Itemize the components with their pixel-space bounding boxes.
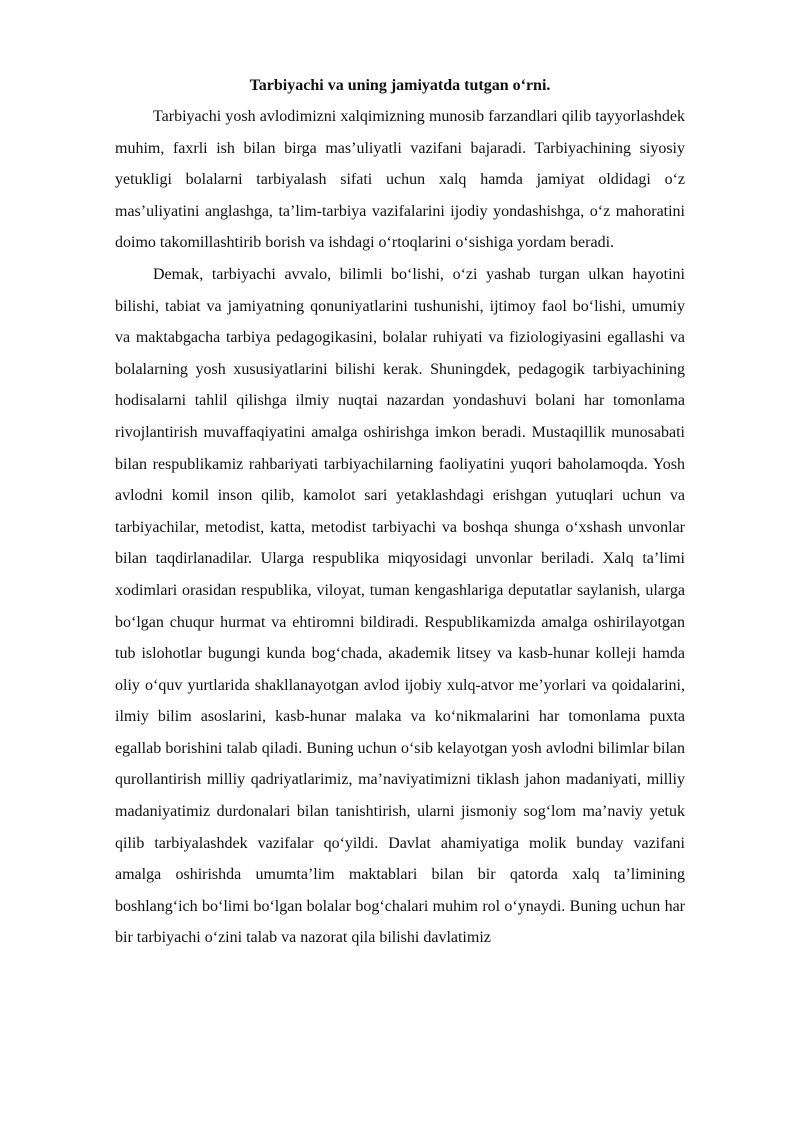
document-title: Tarbiyachi va uning jamiyatda tutgan o‘rni. — [249, 77, 551, 94]
document-page — [115, 71, 685, 954]
paragraph-2: Demak, tarbiyachi avvalo, bilimli bo‘lishi, o‘zi yashab turgan ulkan hayotini bilishi, tabiat va jamiyatning qonuniyatlarini tushunishi, ijtimoy faol bo‘lishi, umumiy va maktabgacha tarbiya pedagogikasini, bolalar ruhiyati va fiziologiyasini egallashi va bolalarning yosh xususiyatlarini bilishi kerak. Shuningdek, pedagogik tarbiyachining hodisalarni tahlil qilishga ilmiy nuqtai nazardan yondashuvi bolani har tomonlama rivojlantirish muvaffaqiyatini amalga oshirishga imkon beradi. Mustaqillik munosabati bilan respublikamiz rahbariyati tarbiyachilarning faoliyatini yuqori baholamoqda. Yosh avlodni komil inson qilib, kamolot sari yetaklashdagi erishgan yutuqlari uchun va tarbiyachilar, metodist, katta, metodist tarbiyachi va boshqa shunga o‘xshash unvonlar bilan taqdirlanadilar. Ularga respublika miqyosidagi unvonlar beriladi. Xalq ta’limi xodimlari orasidan respublika, viloyat, tuman kengashlariga deputatlar saylanish, ularga bo‘lgan chuqur hurmat va ehtiromni bildiradi. Respublikamizda amalga oshirilayotgan tub islohotlar bugungi kunda bog‘chada, akademik litsey va kasb-hunar kolleji hamda oliy o‘quv yurtlarida shakllanayotgan avlod ijobiy xulq-atvor me’yorlari va qoidalarini, ilmiy bilim asoslarini, kasb-hunar malaka va ko‘nikmalarini har tomonlama puxta egallab borishini talab qiladi. Buning uchun o‘sib kelayotgan yosh avlodni bilimlar bilan qurollantirish milliy qadriyatlarimiz, ma’naviyatimizni tiklash jahon madaniyati, milliy madaniyatimiz durdonalari bilan tanishtirish, ularni jismoniy sog‘lom ma’naviy yetuk qilib tarbiyalashdek vazifalar qo‘yildi. Davlat ahamiyatiga molik bunday vazifani amalga oshirishda umumta’lim maktablari bilan bir qatorda xalq ta’limining boshlang‘ich bo‘limi bo‘lgan bolalar bog‘chalari muhim rol o‘ynaydi. Buning uchun har bir tarbiyachi o‘zini talab va nazorat qila bilishi davlatimiz — [115, 265, 685, 947]
paragraph-1: Tarbiyachi yosh avlodimizni xalqimizning munosib farzandlari qilib tayyorlashdek muhim, faxrli ish bilan birga mas’uliyatli vazifani bajaradi. Tarbiyachining siyosiy yetukligi bolalarni tarbiyalash sifati uchun xalq hamda jamiyat oldidagi o‘z mas’uliyatini anglashga, ta’lim-tarbiya vazifalarini ijodiy yondashishga, o‘z mahoratini doimo takomillashtirib borish va ishdagi o‘rtoqlarini o‘sishiga yordam beradi. — [115, 108, 685, 252]
